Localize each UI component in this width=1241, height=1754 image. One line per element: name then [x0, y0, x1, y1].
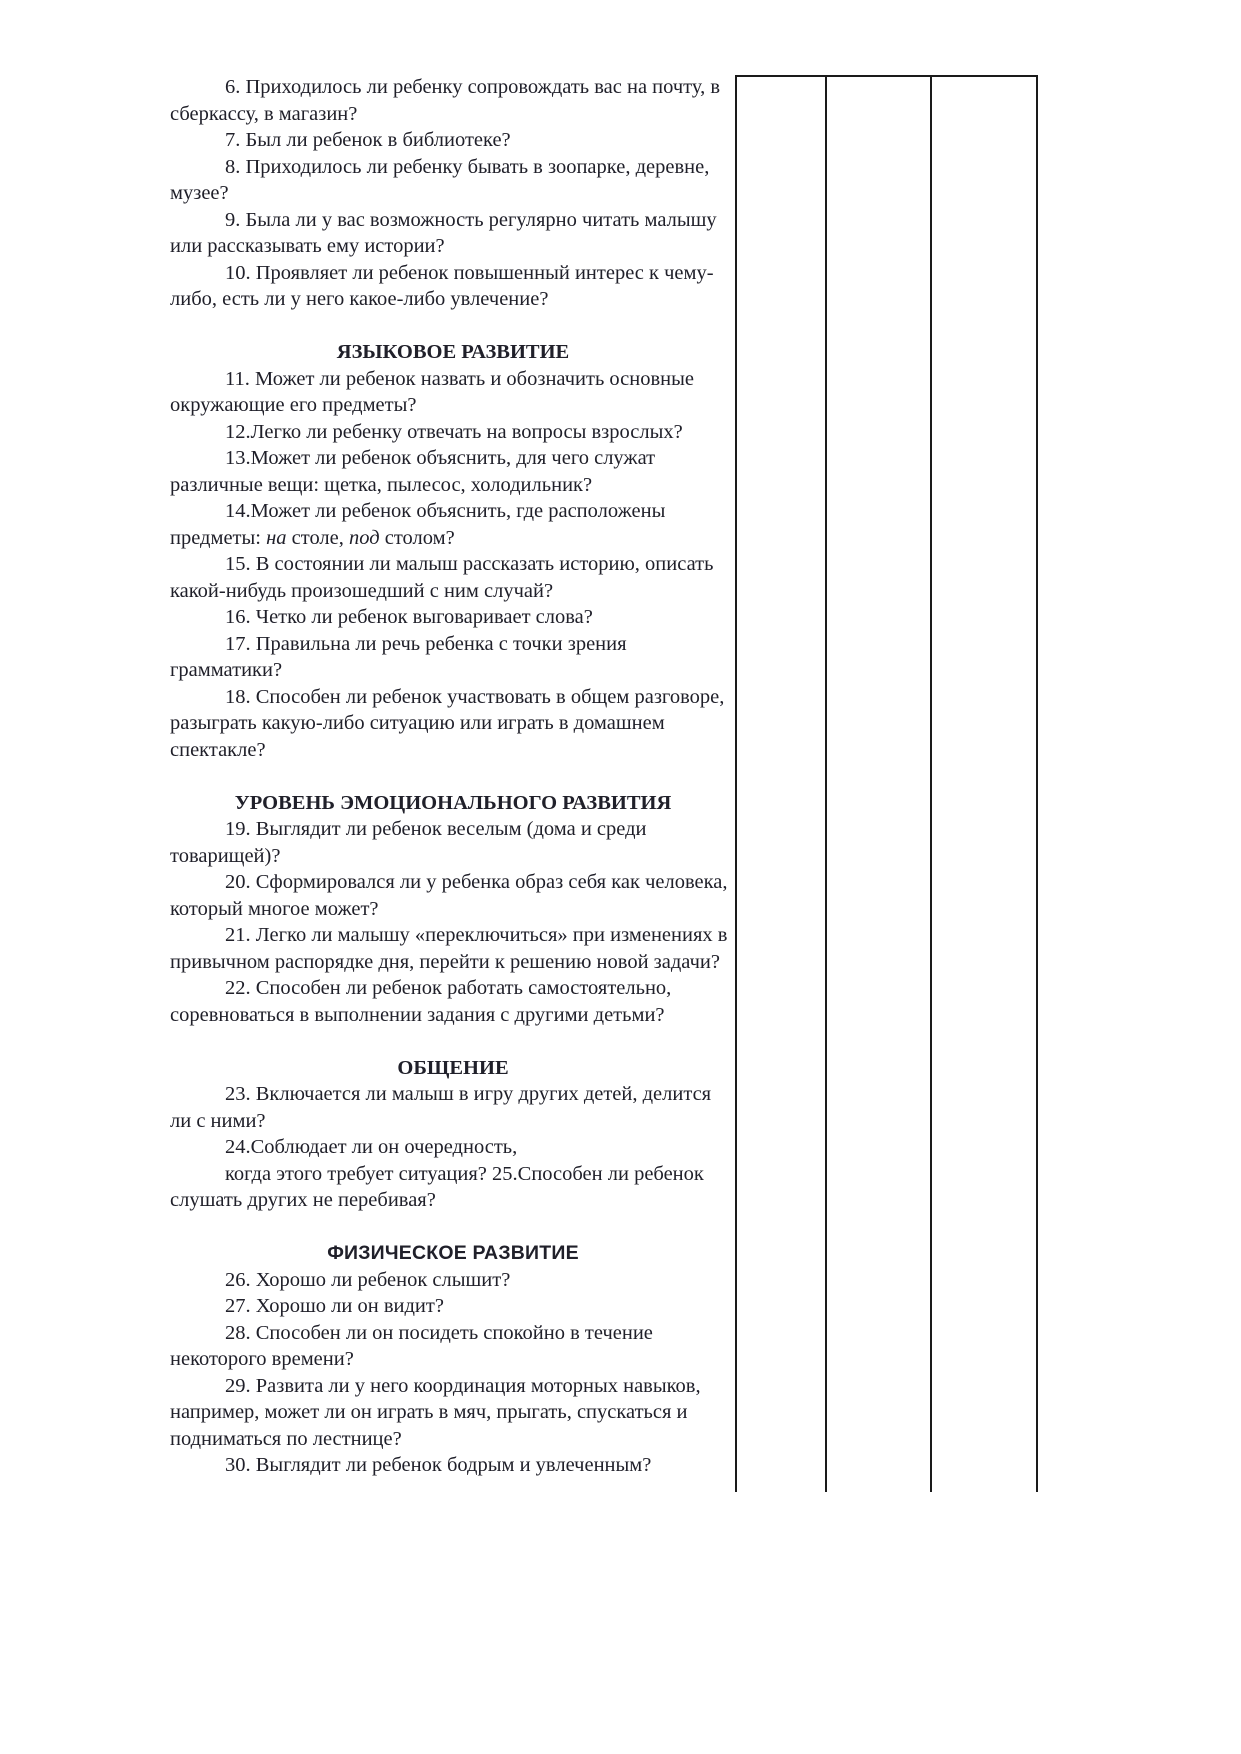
- section-heading: ФИЗИЧЕСКОЕ РАЗВИТИЕ: [327, 1242, 579, 1264]
- text-run: под: [349, 526, 380, 549]
- answer-table-column: [932, 77, 1036, 1492]
- paragraph: 29. Развита ли у него координация моторных навыков, например, может ли он играть в мяч, прыгать, спускаться и подниматься по лестнице?: [170, 1374, 701, 1450]
- paragraph: 8. Приходилось ли ребенку бывать в зоопарке, деревне, музее?: [170, 155, 710, 204]
- paragraph: 18. Способен ли ребенок участвовать в общем разговоре, разыграть какую-либо ситуацию или играть в домашнем спектакле?: [170, 685, 725, 761]
- text-run: столом?: [379, 526, 455, 549]
- paragraph: 12.Легко ли ребенку отвечать на вопросы взрослых?: [225, 420, 683, 443]
- paragraph: 10. Проявляет ли ребенок повышенный интерес к чему-либо, есть ли у него какое-либо увлечение?: [170, 261, 714, 310]
- paragraph: 19. Выглядит ли ребенок веселым (дома и среди товарищей)?: [170, 818, 647, 867]
- paragraph: 22. Способен ли ребенок работать самостоятельно, соревноваться в выполнении задания с другими детьми?: [170, 977, 672, 1026]
- answer-table-column: [827, 77, 932, 1492]
- section-heading: ЯЗЫКОВОЕ РАЗВИТИЕ: [336, 341, 570, 363]
- paragraph: 24.Соблюдает ли он очередность,: [225, 1136, 518, 1158]
- paragraph: 21. Легко ли малышу «переключиться» при изменениях в привычном распорядке дня, перейти к решению новой задачи?: [170, 924, 728, 973]
- paragraph: 9. Была ли у вас возможность регулярно читать малышу или рассказывать ему истории?: [170, 208, 717, 257]
- paragraph: когда этого требует ситуация? 25.Способен ли ребенок слушать других не перебивая?: [170, 1162, 704, 1211]
- paragraph: 6. Приходилось ли ребенку сопровождать вас на почту, в сберкассу, в магазин?: [170, 76, 721, 125]
- section-heading: УРОВЕНЬ ЭМОЦИОНАЛЬНОГО РАЗВИТИЯ: [234, 791, 672, 814]
- answer-table-column: [737, 77, 827, 1492]
- paragraph: 30. Выглядит ли ребенок бодрым и увлеченным?: [225, 1454, 652, 1476]
- document-body: [170, 74, 736, 1479]
- paragraph: 17. Правильна ли речь ребенка с точки зрения грамматики?: [170, 632, 627, 681]
- paragraph: 20. Сформировался ли у ребенка образ себя как человека, который многое может?: [170, 871, 728, 920]
- paragraph: [170, 498, 736, 551]
- paragraph: 15. В состоянии ли малыш рассказать историю, описать какой-нибудь произошедший с ним случай?: [170, 553, 714, 602]
- text-run: на: [266, 526, 287, 549]
- section-heading: ОБЩЕНИЕ: [397, 1056, 509, 1079]
- paragraph: 13.Может ли ребенок объяснить, для чего служат различные вещи: щетка, пылесос, холодильник?: [170, 447, 656, 496]
- text-run: столе,: [286, 526, 350, 549]
- answer-table: [735, 75, 1038, 1492]
- paragraph: 28. Способен ли он посидеть спокойно в течение некоторого времени?: [170, 1321, 653, 1370]
- paragraph: 26. Хорошо ли ребенок слышит?: [225, 1268, 511, 1291]
- paragraph: 11. Может ли ребенок назвать и обозначить основные окружающие его предметы?: [170, 367, 695, 416]
- text-run: 14.Может ли ребенок объяснить, где расположены предметы:: [170, 500, 666, 549]
- paragraph: 23. Включается ли малыш в игру других детей, делится ли с ними?: [170, 1083, 712, 1132]
- paragraph: 7. Был ли ребенок в библиотеке?: [225, 129, 511, 151]
- paragraph: 16. Четко ли ребенок выговаривает слова?: [225, 606, 593, 628]
- paragraph: 27. Хорошо ли он видит?: [225, 1295, 444, 1317]
